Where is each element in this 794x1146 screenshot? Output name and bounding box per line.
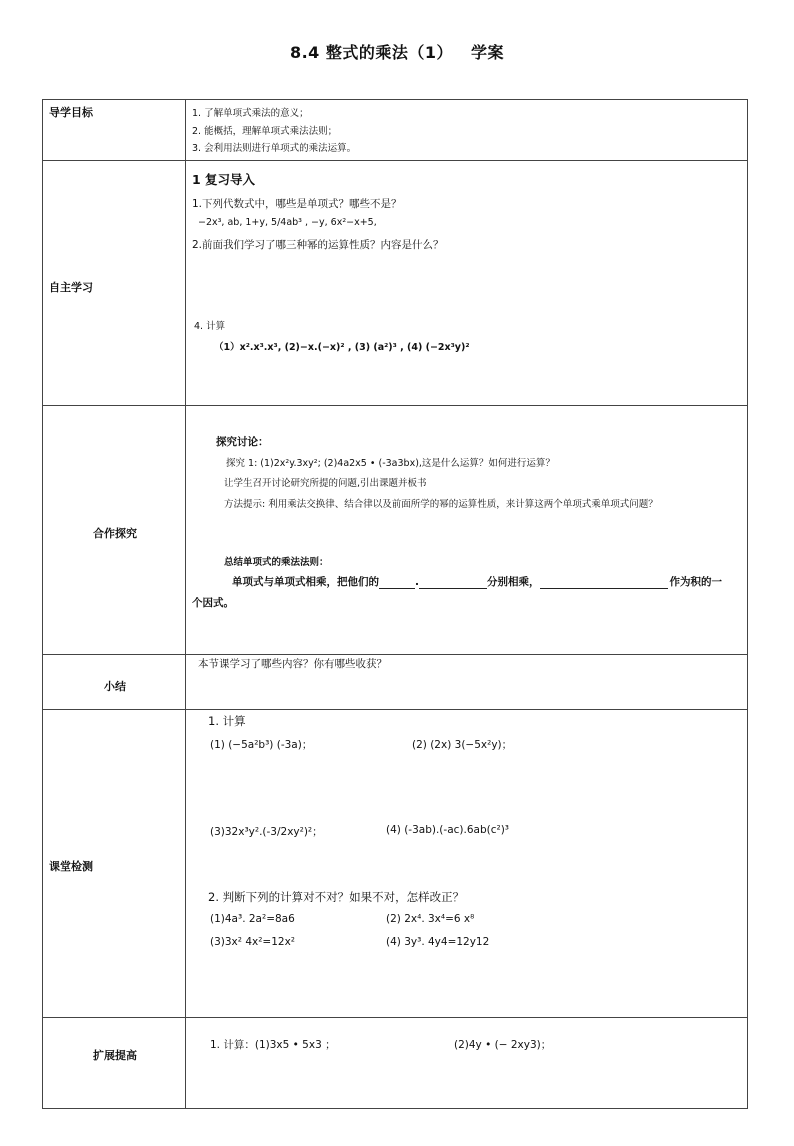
goal-item: 3. 会利用法则进行单项式的乘法运算。 [192, 143, 357, 154]
label-summary: 小结 [104, 680, 126, 693]
review-question-2: 2.前面我们学习了哪三种幂的运算性质？内容是什么？ [192, 239, 444, 251]
label-check: 课堂检测 [49, 860, 93, 873]
content-self-study [186, 161, 748, 406]
rule-blank-3[interactable] [540, 577, 668, 589]
check-problem-4: (4) (-3ab).(-ac).6ab(c²)³ [386, 824, 510, 836]
judge-item-4: (4) 3y³. 4y4=12y12 [386, 936, 490, 948]
explore-note: 让学生召开讨论研究所提的问题,引出课题并板书 [224, 478, 427, 489]
goal-item: 2. 能概括，理解单项式乘法法则； [192, 126, 338, 137]
label-self-study: 自主学习 [49, 281, 93, 294]
label-cell-goals [43, 100, 186, 161]
label-cell-self-study [43, 161, 186, 406]
label-coop: 合作探究 [93, 527, 137, 540]
label-cell-extend [43, 1018, 186, 1109]
label-extend: 扩展提高 [93, 1049, 137, 1062]
judge-item-2: (2) 2x⁴. 3x⁴=6 x⁸ [386, 913, 475, 925]
rule-text-e: 个因式。 [192, 597, 234, 609]
label-cell-coop [43, 406, 186, 655]
summary-question: 本节课学习了哪些内容？你有哪些收获？ [198, 658, 387, 670]
rule-text-c: 分别相乘， [487, 576, 540, 588]
row-summary [43, 655, 748, 710]
review-expressions: −2x³, ab, 1+y, 5/4ab³ , −y, 6x²−x+5, [198, 217, 377, 228]
page-title [0, 40, 794, 63]
title-sub: 学案 [471, 43, 505, 62]
label-cell-check [43, 710, 186, 1018]
check-problem-3: (3)32x³y².(-3/2xy²)²； [210, 826, 323, 838]
rule-blank-2[interactable] [419, 577, 487, 589]
content-goals [186, 100, 748, 161]
explore-1: 探究 1: (1)2x²y.3xy²; (2)4a2x5 • (-3a3bx),这是什么运算？如何进行运算？ [226, 458, 555, 469]
row-coop [43, 406, 748, 655]
check-question-1: 1. 计算 [208, 714, 246, 728]
extend-problem-1: 1. 计算：(1)3x5 • 5x3 ； [210, 1039, 336, 1051]
label-goals: 导学目标 [49, 106, 93, 119]
rule-title: 总结单项式的乘法法则： [224, 557, 329, 568]
rule-text-b: . [415, 576, 419, 588]
title-main: 8.4 整式的乘法（1） [289, 43, 454, 62]
method-hint: 方法提示: 利用乘法交换律、结合律以及前面所学的幂的运算性质，来计算这两个单项式乘单项式问题？ [224, 499, 658, 510]
content-coop [186, 406, 748, 655]
content-check [186, 710, 748, 1018]
row-extend [43, 1018, 748, 1109]
row-goals [43, 100, 748, 161]
goal-item: 1. 了解单项式乘法的意义； [192, 108, 309, 119]
check-question-2: 2. 判断下列的计算对不对？如果不对，怎样改正？ [208, 890, 465, 904]
row-check [43, 710, 748, 1018]
content-extend [186, 1018, 748, 1109]
judge-item-1: (1)4a³. 2a²=8a6 [210, 913, 295, 925]
review-question-1: 1.下列代数式中，哪些是单项式？哪些不是？ [192, 198, 402, 210]
rule-text-d: 作为积的一 [669, 576, 722, 588]
content-summary [186, 655, 748, 710]
extend-problem-2: (2)4y • (− 2xy3)； [454, 1039, 552, 1051]
compute-question: 4. 计算 [194, 321, 226, 332]
check-problem-1: (1) (−5a²b³) (-3a)； [210, 739, 313, 751]
rule-blank-1[interactable] [379, 577, 415, 589]
review-heading: 1 复习导入 [192, 172, 256, 187]
judge-item-3: (3)3x² 4x²=12x² [210, 936, 295, 948]
compute-expressions: （1）x².x³.x³, (2)−x.(−x)² , (3) (a²)³ , (4) (−2x³y)² [214, 342, 470, 353]
worksheet-table [42, 99, 748, 1109]
label-cell-summary [43, 655, 186, 710]
rule-sentence [232, 574, 722, 589]
row-self-study [43, 161, 748, 406]
rule-text-a: 单项式与单项式相乘，把他们的 [232, 576, 379, 588]
check-problem-2: (2) (2x) 3(−5x²y)； [412, 739, 513, 751]
discuss-title: 探究讨论： [216, 436, 269, 448]
